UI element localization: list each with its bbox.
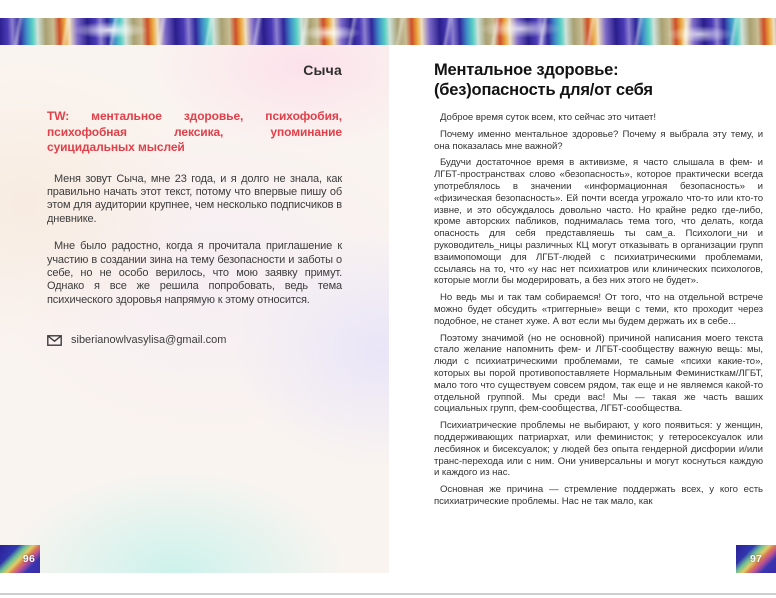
article-title-line2: (без)опасность для/от себя (434, 80, 653, 99)
page-left (0, 45, 389, 573)
page-number-patch-left (0, 545, 40, 573)
right-paragraph: Поэтому значимой (но не основной) причиной написания моего текста стало желание напомнить фем- и ЛГБТ-сообществу важную вещь: мы, люди с психиатрическими проблемами, те самые «психи какие-то», которых вы порой противопоставляете Нормальным Феминисткам/ЛГБТ, мало того что существуем совсем рядом, так еще и не являемся какой-то отдельной группой. Мы среди вас! Мы — такая же часть ваших социальных групп, фем-сообщества, ЛГБТ-сообщества. (434, 332, 763, 415)
page-number-patch-right (736, 545, 776, 573)
email-address[interactable]: siberianowlvasylisa@gmail.com (71, 334, 227, 347)
right-paragraph: Доброе время суток всем, кто сейчас это читает! (440, 112, 657, 123)
right-paragraph: Почему именно ментальное здоровье? Почему я выбрала эту тему, и она показалась мне важной? (434, 128, 763, 152)
article-title-line1: Ментальное здоровье: (434, 61, 619, 79)
bottom-edge-line (0, 593, 776, 595)
left-paragraph: Мне было радостно, когда я прочитала приглашение к участию в создании зина на тему безопасности и заботы о себе, но не особо верилось, что мою заявку примут. Однако я все же решила попробовать, ведь тема психического здоровья напрямую к этому относится. (47, 240, 342, 306)
right-paragraph: Психиатрические проблемы не выбирают, у кого появиться: у женщин, поддерживающих патриархат, или феминисток; у гетеросексуалок или лесбиянок и бисексуалок; у людей без опыта гендерной дисфории и/или транс-перехода или с ним. Они универсальны и могут коснуться каждую и каждого из нас. (434, 420, 763, 479)
author-name: Сыча (303, 62, 342, 78)
right-paragraph: Основная же причина — стремление поддержать всех, у кого есть психиатрические проблемы. Нас не так мало, как (434, 484, 763, 507)
email-row (47, 334, 342, 346)
tiedye-border-top (0, 18, 776, 45)
right-paragraph: Но ведь мы и так там собираемся! От того, что на отдельной встрече можно будет обсудить «триггерные» вещи с теми, кто проходит через подобное, не станет хуже. А вот если мы будем держать их в себе... (434, 292, 763, 327)
article-title (434, 61, 763, 100)
right-paragraph: Будучи достаточное время в активизме, я часто слышала в фем- и ЛГБТ-пространствах слово «безопасность», которое практически всегда употреблялось в значении «информационная безопасность» и «физическая безопасность». Ей почти всегда угрожало что-то или кто-то извне, и это обсуждалось довольно часто. Но крайне редко где-либо, кроме авторских пабликов, поднималась тема того, что делать, когда опасность для себя представляешь ты сам_а. Психологи_ни и руководитель_ницы различных КЦ могут отказывать в организации групп взаимопомощи для ЛГБТ-людей с психиатрическими проблемами, ссылаясь на то, что «у нас нет психиатров или клинических психологов, которые могли бы модерировать, а без них этого не будет». (434, 157, 763, 287)
page-number: 96 (22, 553, 35, 565)
page-right (389, 45, 776, 573)
envelope-icon (47, 335, 62, 346)
trigger-warning: TW: ментальное здоровье, психофобия, психофобная лексика, упоминание суицидальных мыслей (47, 109, 342, 154)
left-paragraph: Меня зовут Сыча, мне 23 года, и я долго не знала, как правильно начать этот текст, потому что впервые пишу об этом для аудитории крупнее, чем несколько подписчиков в дневнике. (47, 172, 342, 225)
page-number: 97 (749, 553, 763, 565)
